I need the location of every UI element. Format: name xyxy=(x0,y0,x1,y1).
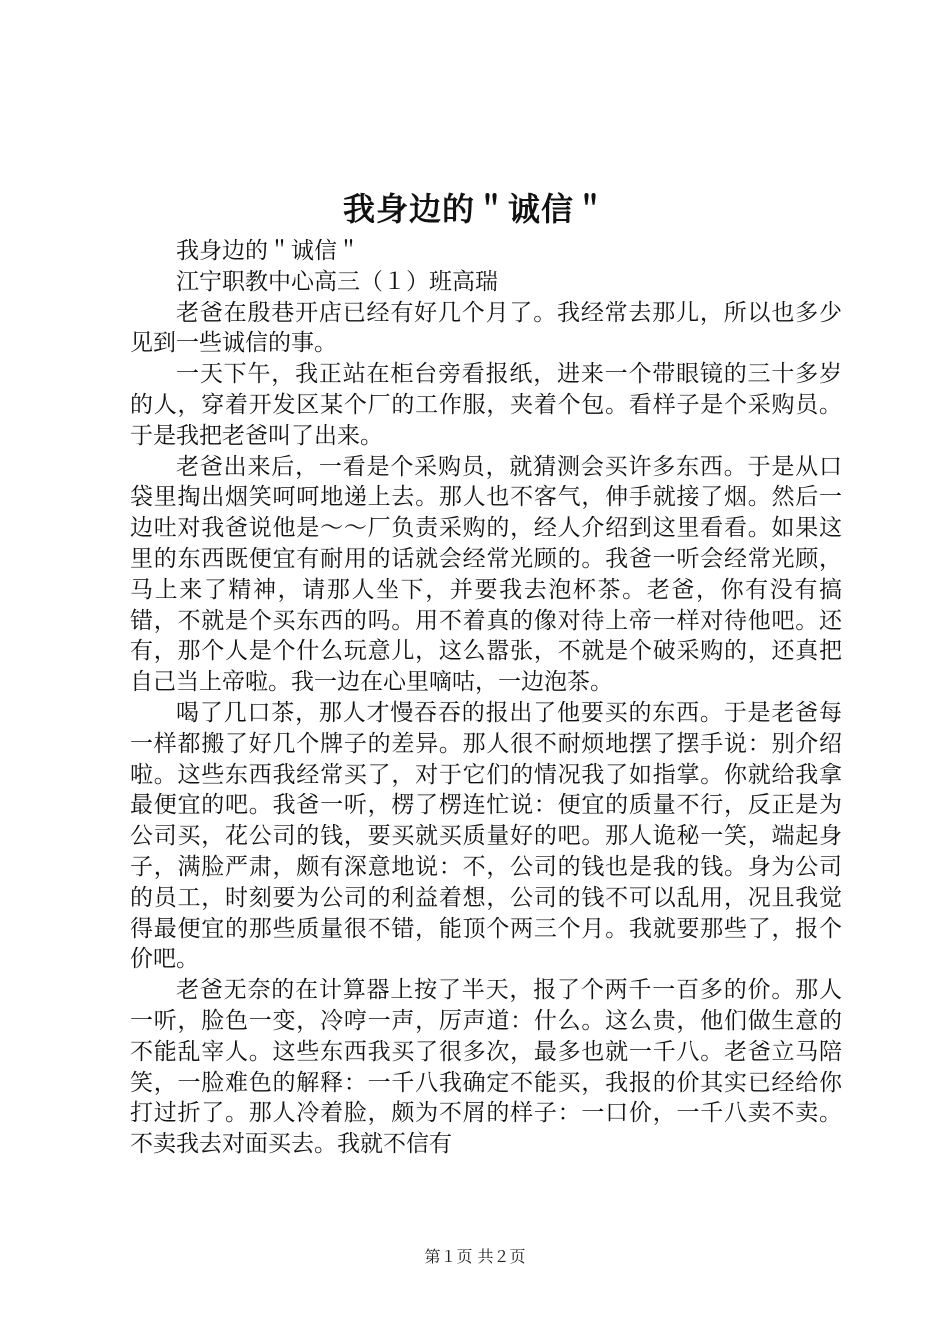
paragraph: 老爸出来后，一看是个采购员，就猜测会买许多东西。于是从口袋里掏出烟笑呵呵地递上去。那人也不客气，伸手就接了烟。然后一边吐对我爸说他是～～厂负责采购的，经人介绍到这里看看。如果这里的东西既便宜有耐用的话就会经常光顾的。我爸一听会经常光顾，马上来了精神，请那人坐下，并要我去泡杯茶。老爸，你有没有搞错，不就是个买东西的吗。用不着真的像对待上帝一样对待他吧。还有，那个人是个什么玩意儿，这么嚣张，不就是个破采购的，还真把自己当上帝啦。我一边在心里嘀咕，一边泡茶。 xyxy=(130,453,842,696)
paragraph: 一天下午，我正站在柜台旁看报纸，进来一个带眼镜的三十多岁的人，穿着开发区某个厂的工作服，夹着个包。看样子是个采购员。于是我把老爸叫了出来。 xyxy=(130,361,842,449)
document-title: 我身边的＂诚信＂ xyxy=(342,190,607,228)
document-body xyxy=(130,236,842,1160)
paragraph-subtitle: 我身边的＂诚信＂ xyxy=(176,238,360,264)
paragraph: 老爸在殷巷开店已经有好几个月了。我经常去那儿，所以也多少见到一些诚信的事。 xyxy=(130,299,842,357)
paragraph: 喝了几口茶，那人才慢吞吞的报出了他要买的东西。于是老爸每一样都搬了好几个牌子的差异。那人很不耐烦地摆了摆手说：别介绍啦。这些东西我经常买了，对于它们的情况我了如指掌。你就给我拿最便宜的吧。我爸一听，楞了楞连忙说：便宜的质量不行，反正是为公司买，花公司的钱，要买就买质量好的吧。那人诡秘一笑，端起身子，满脸严肃，颇有深意地说：不，公司的钱也是我的钱。身为公司的员工，时刻要为公司的利益着想，公司的钱不可以乱用，况且我觉得最便宜的那些质量很不错，能顶个两三个月。我就要那些了，报个价吧。 xyxy=(130,699,842,973)
paragraph-author: 江宁职教中心高三（１）班高瑞 xyxy=(176,268,498,295)
paragraph: 老爸无奈的在计算器上按了半天，报了个两千一百多的价。那人一听，脸色一变，冷哼一声，厉声道：什么。这么贵，他们做生意的不能乱宰人。这些东西我买了很多次，最多也就一千八。老爸立马陪笑，一脸难色的解释：一千八我确定不能买，我报的价其实已经给你打过折了。那人冷着脸，颇为不屑的样子：一口价，一千八卖不卖。不卖我去对面买去。我就不信有 xyxy=(130,977,842,1158)
page-footer: 第１页 共２页 xyxy=(424,1247,526,1266)
